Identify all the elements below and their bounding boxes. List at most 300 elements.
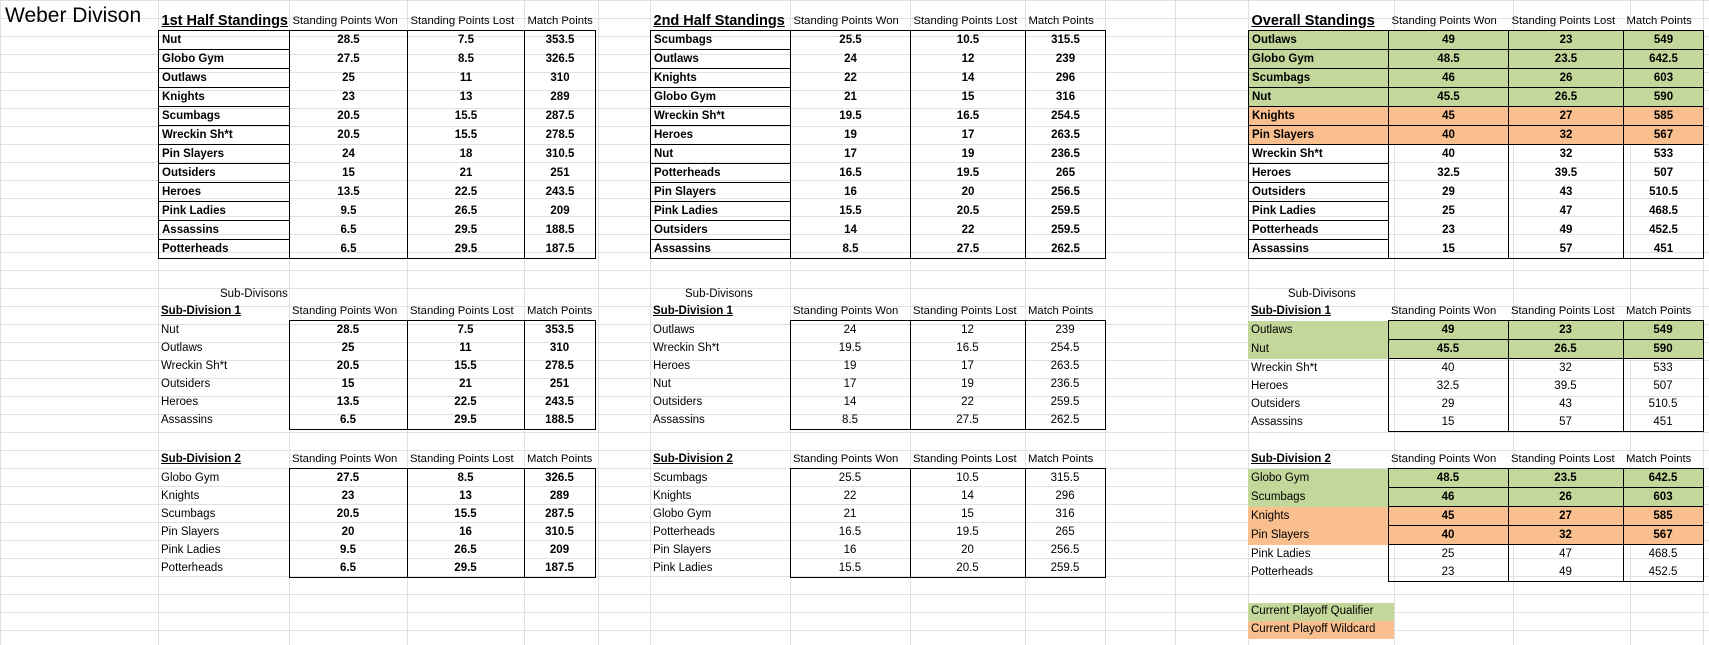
- sub-divisions-label: Sub-Divisons: [685, 288, 753, 300]
- match-points: 451: [1623, 413, 1703, 432]
- standing-points-won: 32.5: [1389, 164, 1509, 183]
- table-row: [1248, 340, 1703, 359]
- column-header-lost: Standing Points Lost: [913, 453, 1017, 465]
- table-title: Sub-Division 1: [1251, 305, 1331, 318]
- column-header-won: Standing Points Won: [292, 15, 398, 27]
- table-row: [1249, 164, 1704, 183]
- match-points: 278.5: [525, 126, 596, 145]
- standing-points-won: 16: [791, 183, 911, 202]
- table-row: [159, 221, 596, 240]
- standing-points-lost: 29.5: [408, 240, 525, 259]
- match-points: 254.5: [1026, 107, 1106, 126]
- table-header-row: [158, 450, 595, 469]
- team-name: Potterheads: [159, 240, 290, 259]
- table-row: [1249, 240, 1704, 259]
- standing-points-won: 46: [1389, 69, 1509, 88]
- match-points: 251: [524, 375, 595, 393]
- match-points: 239: [1026, 50, 1106, 69]
- legend-wildcard: Current Playoff Wildcard: [1248, 621, 1394, 639]
- standing-points-lost: 17: [910, 357, 1025, 375]
- standing-points-lost: 19.5: [911, 164, 1026, 183]
- standing-points-lost: 20: [910, 541, 1025, 559]
- column-header-match-points: Match Points: [1626, 453, 1692, 465]
- match-points: 603: [1624, 69, 1704, 88]
- table-row: [650, 469, 1105, 488]
- first-half-standings-table: [158, 12, 596, 259]
- team-name: Potterheads: [1251, 566, 1314, 579]
- standing-points-lost: 19: [910, 375, 1025, 393]
- table-row: [650, 505, 1105, 523]
- standing-points-lost: 43: [1509, 183, 1624, 202]
- standing-points-lost: 15.5: [407, 357, 524, 375]
- team-name: Outlaws: [653, 323, 695, 336]
- match-points: 316: [1025, 505, 1105, 523]
- standing-points-won: 13.5: [290, 183, 408, 202]
- standing-points-won: 15.5: [791, 202, 911, 221]
- standing-points-lost: 21: [407, 375, 524, 393]
- standing-points-won: 14: [790, 393, 910, 411]
- column-header-match-points: Match Points: [1626, 305, 1692, 317]
- team-name: Wreckin Sh*t: [1249, 145, 1389, 164]
- standing-points-won: 49: [1388, 321, 1508, 340]
- table-row: [651, 164, 1106, 183]
- standing-points-won: 20.5: [289, 505, 407, 523]
- team-name: Pink Ladies: [1249, 202, 1389, 221]
- standing-points-won: 17: [791, 145, 911, 164]
- table-row: [650, 523, 1105, 541]
- legend-qualifier: Current Playoff Qualifier: [1248, 603, 1394, 621]
- column-header-lost: Standing Points Lost: [410, 305, 514, 317]
- column-header-match-points: Match Points: [527, 15, 593, 27]
- team-name: Nut: [653, 378, 671, 390]
- standing-points-lost: 12: [911, 50, 1026, 69]
- standing-points-lost: 26: [1509, 69, 1624, 88]
- match-points: 254.5: [1025, 339, 1105, 357]
- table-row: [650, 321, 1105, 340]
- first-half-sub-division-2-table: [158, 450, 596, 578]
- standing-points-lost: 57: [1508, 413, 1623, 432]
- standing-points-won: 20: [289, 523, 407, 541]
- team-name: Assassins: [1251, 416, 1303, 429]
- match-points: 315.5: [1026, 31, 1106, 50]
- table-title: Sub-Division 2: [1251, 453, 1331, 466]
- standing-points-lost: 17: [911, 126, 1026, 145]
- column-header-match-points: Match Points: [527, 305, 593, 317]
- table-row: [650, 559, 1105, 578]
- match-points: 243.5: [524, 393, 595, 411]
- standing-points-lost: 23: [1508, 321, 1623, 340]
- team-name: Pink Ladies: [1251, 547, 1311, 560]
- standing-points-lost: 19: [911, 145, 1026, 164]
- standing-points-won: 6.5: [290, 240, 408, 259]
- table-row: [158, 487, 595, 505]
- standing-points-won: 48.5: [1388, 469, 1508, 488]
- standing-points-won: 23: [289, 487, 407, 505]
- team-name: Outsiders: [651, 221, 791, 240]
- standing-points-won: 25: [290, 69, 408, 88]
- standing-points-won: 17: [790, 375, 910, 393]
- match-points: 259.5: [1025, 559, 1105, 578]
- team-name: Pin Slayers: [159, 145, 290, 164]
- table-row: [651, 145, 1106, 164]
- standing-points-lost: 22: [910, 393, 1025, 411]
- standing-points-lost: 27: [1509, 107, 1624, 126]
- match-points: 278.5: [524, 357, 595, 375]
- column-header-lost: Standing Points Lost: [913, 15, 1018, 27]
- table-row: [1249, 107, 1704, 126]
- team-name: Pink Ladies: [159, 202, 290, 221]
- standing-points-lost: 16.5: [910, 339, 1025, 357]
- standing-points-won: 16.5: [790, 523, 910, 541]
- team-name: Outlaws: [161, 342, 203, 354]
- team-name: Heroes: [159, 183, 290, 202]
- standing-points-won: 15: [1389, 240, 1509, 259]
- match-points: 310: [525, 69, 596, 88]
- standing-points-won: 27.5: [289, 469, 407, 488]
- table-title: Sub-Division 1: [653, 305, 733, 318]
- standing-points-lost: 8.5: [408, 50, 525, 69]
- column-header-match-points: Match Points: [1626, 15, 1692, 27]
- table-row: [650, 487, 1105, 505]
- table-row: [1248, 469, 1703, 488]
- standing-points-won: 9.5: [290, 202, 408, 221]
- team-name: Knights: [159, 88, 290, 107]
- team-name: Pin Slayers: [1248, 526, 1388, 545]
- standing-points-lost: 32: [1508, 526, 1623, 545]
- standing-points-won: 29: [1388, 395, 1508, 413]
- table-row: [158, 559, 595, 578]
- match-points: 263.5: [1026, 126, 1106, 145]
- standing-points-lost: 39.5: [1508, 377, 1623, 395]
- table-row: [159, 50, 596, 69]
- table-row: [651, 88, 1106, 107]
- table-row: [1248, 507, 1703, 526]
- standing-points-lost: 14: [910, 487, 1025, 505]
- column-gridline: [1175, 0, 1176, 645]
- standing-points-lost: 23: [1509, 31, 1624, 50]
- table-row: [651, 107, 1106, 126]
- match-points: 236.5: [1025, 375, 1105, 393]
- table-row: [650, 541, 1105, 559]
- team-name: Potterheads: [1249, 221, 1389, 240]
- standing-points-lost: 26: [1508, 488, 1623, 507]
- standing-points-lost: 20.5: [910, 559, 1025, 578]
- standing-points-won: 19: [791, 126, 911, 145]
- match-points: 262.5: [1026, 240, 1106, 259]
- team-name: Knights: [1248, 507, 1388, 526]
- team-name: Heroes: [653, 360, 691, 372]
- standing-points-lost: 57: [1509, 240, 1624, 259]
- standing-points-won: 22: [791, 69, 911, 88]
- standing-points-won: 15: [1388, 413, 1508, 432]
- column-header-lost: Standing Points Lost: [1511, 305, 1615, 317]
- standing-points-won: 25.5: [790, 469, 910, 488]
- team-name: Nut: [1249, 88, 1389, 107]
- team-name: Globo Gym: [653, 508, 712, 520]
- table-title: Sub-Division 2: [161, 453, 241, 466]
- table-row: [1248, 413, 1703, 432]
- standing-points-lost: 26.5: [1508, 340, 1623, 359]
- standing-points-won: 19.5: [791, 107, 911, 126]
- standing-points-lost: 7.5: [407, 321, 524, 340]
- standing-points-won: 45.5: [1388, 340, 1508, 359]
- table-row: [158, 411, 595, 430]
- standing-points-won: 20.5: [290, 107, 408, 126]
- match-points: 590: [1623, 340, 1703, 359]
- standing-points-lost: 47: [1509, 202, 1624, 221]
- table-row: [1249, 69, 1704, 88]
- standing-points-won: 8.5: [790, 411, 910, 430]
- team-name: Scumbags: [161, 508, 216, 520]
- team-name: Outsiders: [653, 396, 703, 408]
- second-half-standings-table: [650, 12, 1106, 259]
- match-points: 315.5: [1025, 469, 1105, 488]
- team-name: Globo Gym: [1249, 50, 1389, 69]
- table-row: [651, 69, 1106, 88]
- standing-points-lost: 22: [911, 221, 1026, 240]
- standing-points-won: 48.5: [1389, 50, 1509, 69]
- table-header-row: [650, 302, 1105, 321]
- table-row: [158, 321, 595, 340]
- match-points: 353.5: [524, 321, 595, 340]
- standing-points-lost: 22.5: [407, 393, 524, 411]
- team-name: Pin Slayers: [161, 526, 220, 538]
- match-points: 256.5: [1026, 183, 1106, 202]
- match-points: 567: [1624, 126, 1704, 145]
- standing-points-lost: 26.5: [1509, 88, 1624, 107]
- table-row: [650, 375, 1105, 393]
- standing-points-lost: 18: [408, 145, 525, 164]
- match-points: 188.5: [525, 221, 596, 240]
- standing-points-won: 15: [290, 164, 408, 183]
- team-name: Wreckin Sh*t: [651, 107, 791, 126]
- match-points: 289: [524, 487, 595, 505]
- team-name: Wreckin Sh*t: [161, 360, 228, 372]
- standing-points-lost: 15.5: [407, 505, 524, 523]
- team-name: Outsiders: [1251, 398, 1301, 410]
- standing-points-lost: 12: [910, 321, 1025, 340]
- match-points: 259.5: [1026, 221, 1106, 240]
- match-points: 259.5: [1026, 202, 1106, 221]
- table-row: [650, 411, 1105, 430]
- table-row: [1249, 31, 1704, 50]
- team-name: Outlaws: [651, 50, 791, 69]
- table-row: [158, 523, 595, 541]
- match-points: 296: [1026, 69, 1106, 88]
- standing-points-won: 6.5: [289, 411, 407, 430]
- table-row: [650, 393, 1105, 411]
- team-name: Pin Slayers: [1249, 126, 1389, 145]
- table-row: [159, 107, 596, 126]
- table-row: [1249, 183, 1704, 202]
- match-points: 452.5: [1624, 221, 1704, 240]
- column-header-won: Standing Points Won: [793, 453, 899, 465]
- table-title: 1st Half Standings: [161, 13, 288, 29]
- column-header-won: Standing Points Won: [1391, 453, 1497, 465]
- match-points: 262.5: [1025, 411, 1105, 430]
- team-name: Potterheads: [653, 526, 716, 538]
- table-row: [159, 202, 596, 221]
- table-title: 2nd Half Standings: [653, 13, 785, 29]
- sheet-title: Weber Divison: [5, 4, 142, 27]
- match-points: 549: [1624, 31, 1704, 50]
- first-half-sub-division-1-table: [158, 302, 596, 430]
- team-name: Nut: [159, 31, 290, 50]
- standing-points-won: 19.5: [790, 339, 910, 357]
- team-name: Globo Gym: [161, 471, 220, 484]
- standing-points-lost: 23.5: [1508, 469, 1623, 488]
- table-row: [651, 240, 1106, 259]
- standing-points-won: 25: [289, 339, 407, 357]
- table-row: [159, 31, 596, 50]
- column-header-lost: Standing Points Lost: [913, 305, 1017, 317]
- column-header-match-points: Match Points: [1028, 15, 1094, 27]
- match-points: 287.5: [525, 107, 596, 126]
- team-name: Scumbags: [159, 107, 290, 126]
- standing-points-won: 32.5: [1388, 377, 1508, 395]
- match-points: 326.5: [524, 469, 595, 488]
- sub-divisions-label: Sub-Divisons: [1288, 288, 1356, 300]
- team-name: Outlaws: [1249, 31, 1389, 50]
- team-name: Pin Slayers: [651, 183, 791, 202]
- standing-points-lost: 47: [1508, 545, 1623, 564]
- standing-points-won: 6.5: [289, 559, 407, 578]
- team-name: Outlaws: [159, 69, 290, 88]
- table-row: [1249, 88, 1704, 107]
- table-row: [158, 393, 595, 411]
- table-row: [650, 339, 1105, 357]
- standing-points-won: 24: [791, 50, 911, 69]
- team-name: Scumbags: [1249, 69, 1389, 88]
- standing-points-lost: 43: [1508, 395, 1623, 413]
- team-name: Pink Ladies: [653, 562, 713, 575]
- match-points: 642.5: [1624, 50, 1704, 69]
- table-row: [159, 126, 596, 145]
- match-points: 507: [1623, 377, 1703, 395]
- standing-points-lost: 13: [408, 88, 525, 107]
- standing-points-lost: 21: [408, 164, 525, 183]
- match-points: 256.5: [1025, 541, 1105, 559]
- team-name: Potterheads: [651, 164, 791, 183]
- team-name: Heroes: [651, 126, 791, 145]
- standing-points-lost: 27.5: [910, 411, 1025, 430]
- match-points: 209: [524, 541, 595, 559]
- standing-points-lost: 39.5: [1509, 164, 1624, 183]
- standing-points-won: 45.5: [1389, 88, 1509, 107]
- match-points: 510.5: [1624, 183, 1704, 202]
- standing-points-lost: 26.5: [408, 202, 525, 221]
- team-name: Wreckin Sh*t: [159, 126, 290, 145]
- team-name: Scumbags: [1248, 488, 1388, 507]
- match-points: 310: [524, 339, 595, 357]
- standing-points-lost: 20: [911, 183, 1026, 202]
- standing-points-lost: 11: [408, 69, 525, 88]
- standing-points-lost: 32: [1509, 126, 1624, 145]
- table-row: [651, 202, 1106, 221]
- standing-points-won: 28.5: [290, 31, 408, 50]
- standing-points-won: 23: [1388, 563, 1508, 582]
- match-points: 259.5: [1025, 393, 1105, 411]
- standing-points-won: 15: [289, 375, 407, 393]
- standing-points-lost: 49: [1509, 221, 1624, 240]
- match-points: 316: [1026, 88, 1106, 107]
- table-title: Sub-Division 1: [161, 305, 241, 318]
- standing-points-lost: 16.5: [911, 107, 1026, 126]
- match-points: 549: [1623, 321, 1703, 340]
- match-points: 590: [1624, 88, 1704, 107]
- standing-points-won: 16.5: [791, 164, 911, 183]
- table-row: [1249, 126, 1704, 145]
- table-row: [1248, 359, 1703, 378]
- match-points: 310.5: [524, 523, 595, 541]
- standing-points-won: 20.5: [289, 357, 407, 375]
- second-half-sub-division-1-table: [650, 302, 1106, 430]
- match-points: 209: [525, 202, 596, 221]
- table-title: Overall Standings: [1251, 13, 1375, 29]
- match-points: 310.5: [525, 145, 596, 164]
- table-header-row: [651, 12, 1106, 31]
- match-points: 265: [1026, 164, 1106, 183]
- match-points: 296: [1025, 487, 1105, 505]
- team-name: Knights: [161, 490, 200, 502]
- team-name: Globo Gym: [1248, 469, 1388, 488]
- standing-points-lost: 19.5: [910, 523, 1025, 541]
- standing-points-won: 40: [1388, 359, 1508, 378]
- standing-points-lost: 15: [910, 505, 1025, 523]
- standing-points-lost: 27.5: [911, 240, 1026, 259]
- standing-points-lost: 10.5: [911, 31, 1026, 50]
- column-header-won: Standing Points Won: [1391, 15, 1497, 27]
- team-name: Assassins: [159, 221, 290, 240]
- standing-points-lost: 29.5: [407, 411, 524, 430]
- table-row: [158, 357, 595, 375]
- column-header-lost: Standing Points Lost: [1511, 15, 1616, 27]
- team-name: Heroes: [161, 396, 199, 408]
- team-name: Pin Slayers: [653, 544, 712, 556]
- table-row: [159, 183, 596, 202]
- team-name: Assassins: [1249, 240, 1389, 259]
- match-points: 585: [1624, 107, 1704, 126]
- match-points: 239: [1025, 321, 1105, 340]
- sub-divisions-label: Sub-Divisons: [220, 288, 288, 300]
- table-row: [159, 145, 596, 164]
- match-points: 289: [525, 88, 596, 107]
- standing-points-won: 20.5: [290, 126, 408, 145]
- standing-points-lost: 32: [1509, 145, 1624, 164]
- table-row: [1249, 221, 1704, 240]
- standing-points-won: 49: [1389, 31, 1509, 50]
- standing-points-lost: 29.5: [407, 559, 524, 578]
- table-header-row: [159, 12, 596, 31]
- table-row: [1248, 563, 1703, 582]
- match-points: 353.5: [525, 31, 596, 50]
- column-header-match-points: Match Points: [527, 453, 593, 465]
- column-header-won: Standing Points Won: [793, 305, 899, 317]
- team-name: Outlaws: [1248, 321, 1388, 340]
- standing-points-lost: 15.5: [408, 126, 525, 145]
- standing-points-won: 23: [1389, 221, 1509, 240]
- team-name: Assassins: [653, 414, 705, 427]
- match-points: 468.5: [1623, 545, 1703, 564]
- table-row: [1249, 50, 1704, 69]
- team-name: Assassins: [161, 414, 213, 427]
- table-row: [1248, 488, 1703, 507]
- standing-points-won: 22: [790, 487, 910, 505]
- standing-points-lost: 22.5: [408, 183, 525, 202]
- standing-points-won: 15.5: [790, 559, 910, 578]
- table-header-row: [1249, 12, 1704, 31]
- standing-points-won: 9.5: [289, 541, 407, 559]
